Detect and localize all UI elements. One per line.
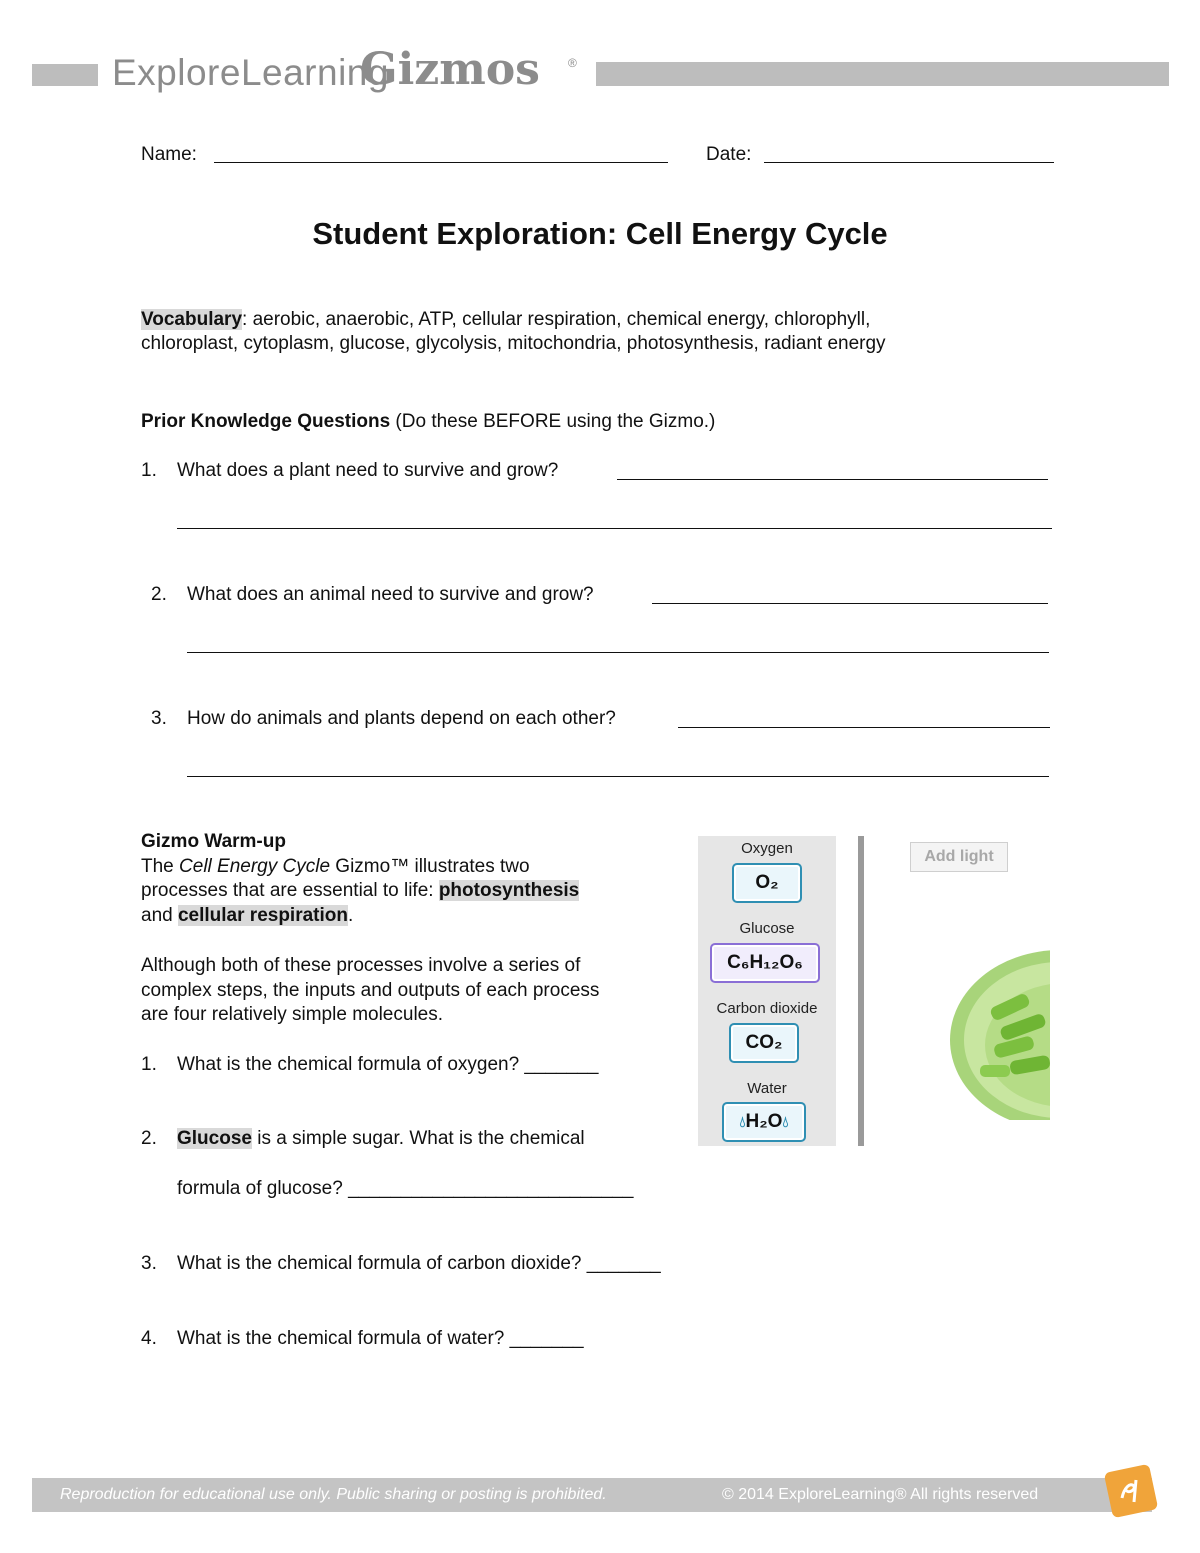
oxygen-label: Oxygen	[741, 840, 793, 857]
explorelearning-logo-icon	[1100, 1460, 1162, 1522]
warmup-p2-line-2: complex steps, the inputs and outputs of each process	[141, 980, 600, 1001]
prior-q3-number: 3.	[151, 708, 167, 729]
page-title: Student Exploration: Cell Energy Cycle	[312, 216, 888, 251]
warmup-q4-text: What is the chemical formula of water? _______	[177, 1328, 584, 1349]
warmup-p2-line-1: Although both of these processes involve a series of	[141, 955, 581, 976]
water-molecule: 💧︎H₂O💧︎	[722, 1102, 806, 1142]
prior-q2-answer-line-2[interactable]	[187, 652, 1049, 653]
prior-q1-answer-line[interactable]	[617, 479, 1048, 480]
warmup-q3-number: 3.	[141, 1253, 157, 1274]
prior-q2-answer-line[interactable]	[652, 603, 1048, 604]
prior-q2-number: 2.	[151, 584, 167, 605]
prior-q1-number: 1.	[141, 460, 157, 481]
glucose-label: Glucose	[739, 920, 795, 937]
warmup-p1-line-1: The Cell Energy Cycle Gizmo™ illustrates two	[141, 856, 530, 877]
brand-registered-mark: ®	[568, 56, 577, 70]
water-drop-icon: 💧︎	[739, 1114, 746, 1131]
header-bar-left	[32, 64, 98, 86]
carbon-dioxide-label: Carbon dioxide	[716, 1000, 818, 1017]
prior-q3-text: How do animals and plants depend on each other?	[187, 708, 616, 729]
warmup-q1-number: 1.	[141, 1054, 157, 1075]
prior-knowledge-heading: Prior Knowledge Questions (Do these BEFORE using the Gizmo.)	[141, 411, 716, 432]
warmup-q1-text: What is the chemical formula of oxygen? _______	[177, 1054, 599, 1075]
date-field[interactable]	[764, 162, 1054, 163]
water-label: Water	[747, 1080, 787, 1097]
term-glucose: Glucose	[177, 1128, 252, 1149]
prior-q3-answer-line-2[interactable]	[187, 776, 1049, 777]
vocabulary-line-2: chloroplast, cytoplasm, glucose, glycolysis, mitochondria, photosynthesis, radiant energy	[141, 333, 886, 354]
term-cellular-respiration: cellular respiration	[177, 905, 348, 926]
oxygen-molecule: O₂	[732, 863, 802, 903]
add-light-button[interactable]: Add light	[910, 842, 1008, 872]
footer-copyright: © 2014 ExploreLearning® All rights reserved	[722, 1486, 1039, 1503]
warmup-heading: Gizmo Warm-up	[141, 831, 286, 852]
water-drop-icon: 💧︎	[782, 1114, 789, 1131]
vocabulary-label: Vocabulary	[141, 309, 243, 330]
glucose-molecule: C₆H₁₂O₆	[710, 943, 820, 983]
warmup-p1-line-2: processes that are essential to life: photosynthesis	[141, 880, 580, 901]
term-photosynthesis: photosynthesis	[438, 880, 580, 901]
warmup-q2-number: 2.	[141, 1128, 157, 1149]
prior-q1-answer-line-2[interactable]	[177, 528, 1052, 529]
warmup-q2-text: Glucose is a simple sugar. What is the chemical	[177, 1128, 585, 1149]
name-label: Name:	[141, 144, 197, 165]
warmup-q3-text: What is the chemical formula of carbon dioxide? _______	[177, 1253, 661, 1274]
name-field[interactable]	[214, 162, 668, 163]
prior-q3-answer-line[interactable]	[678, 727, 1050, 728]
footer-notice: Reproduction for educational use only. Public sharing or posting is prohibited.	[60, 1486, 607, 1503]
prior-q1-text: What does a plant need to survive and grow?	[177, 460, 559, 481]
header-bar-right	[596, 62, 1169, 86]
brand-gizmos: Gizmos	[360, 44, 540, 95]
warmup-p1-line-3: and cellular respiration.	[141, 905, 354, 926]
prior-q2-text: What does an animal need to survive and grow?	[187, 584, 594, 605]
vocabulary-line-1: Vocabulary: aerobic, anaerobic, ATP, cellular respiration, chemical energy, chlorophyll,	[141, 309, 871, 330]
warmup-q4-number: 4.	[141, 1328, 157, 1349]
carbon-dioxide-molecule: CO₂	[729, 1023, 799, 1063]
panel-divider	[858, 836, 864, 1146]
warmup-q2-line-2: formula of glucose? ___________________________	[177, 1178, 634, 1199]
date-label: Date:	[706, 144, 752, 165]
brand-explorelearning: ExploreLearning	[112, 52, 389, 93]
warmup-p2-line-3: are four relatively simple molecules.	[141, 1004, 444, 1025]
chloroplast-image	[950, 940, 1050, 1120]
